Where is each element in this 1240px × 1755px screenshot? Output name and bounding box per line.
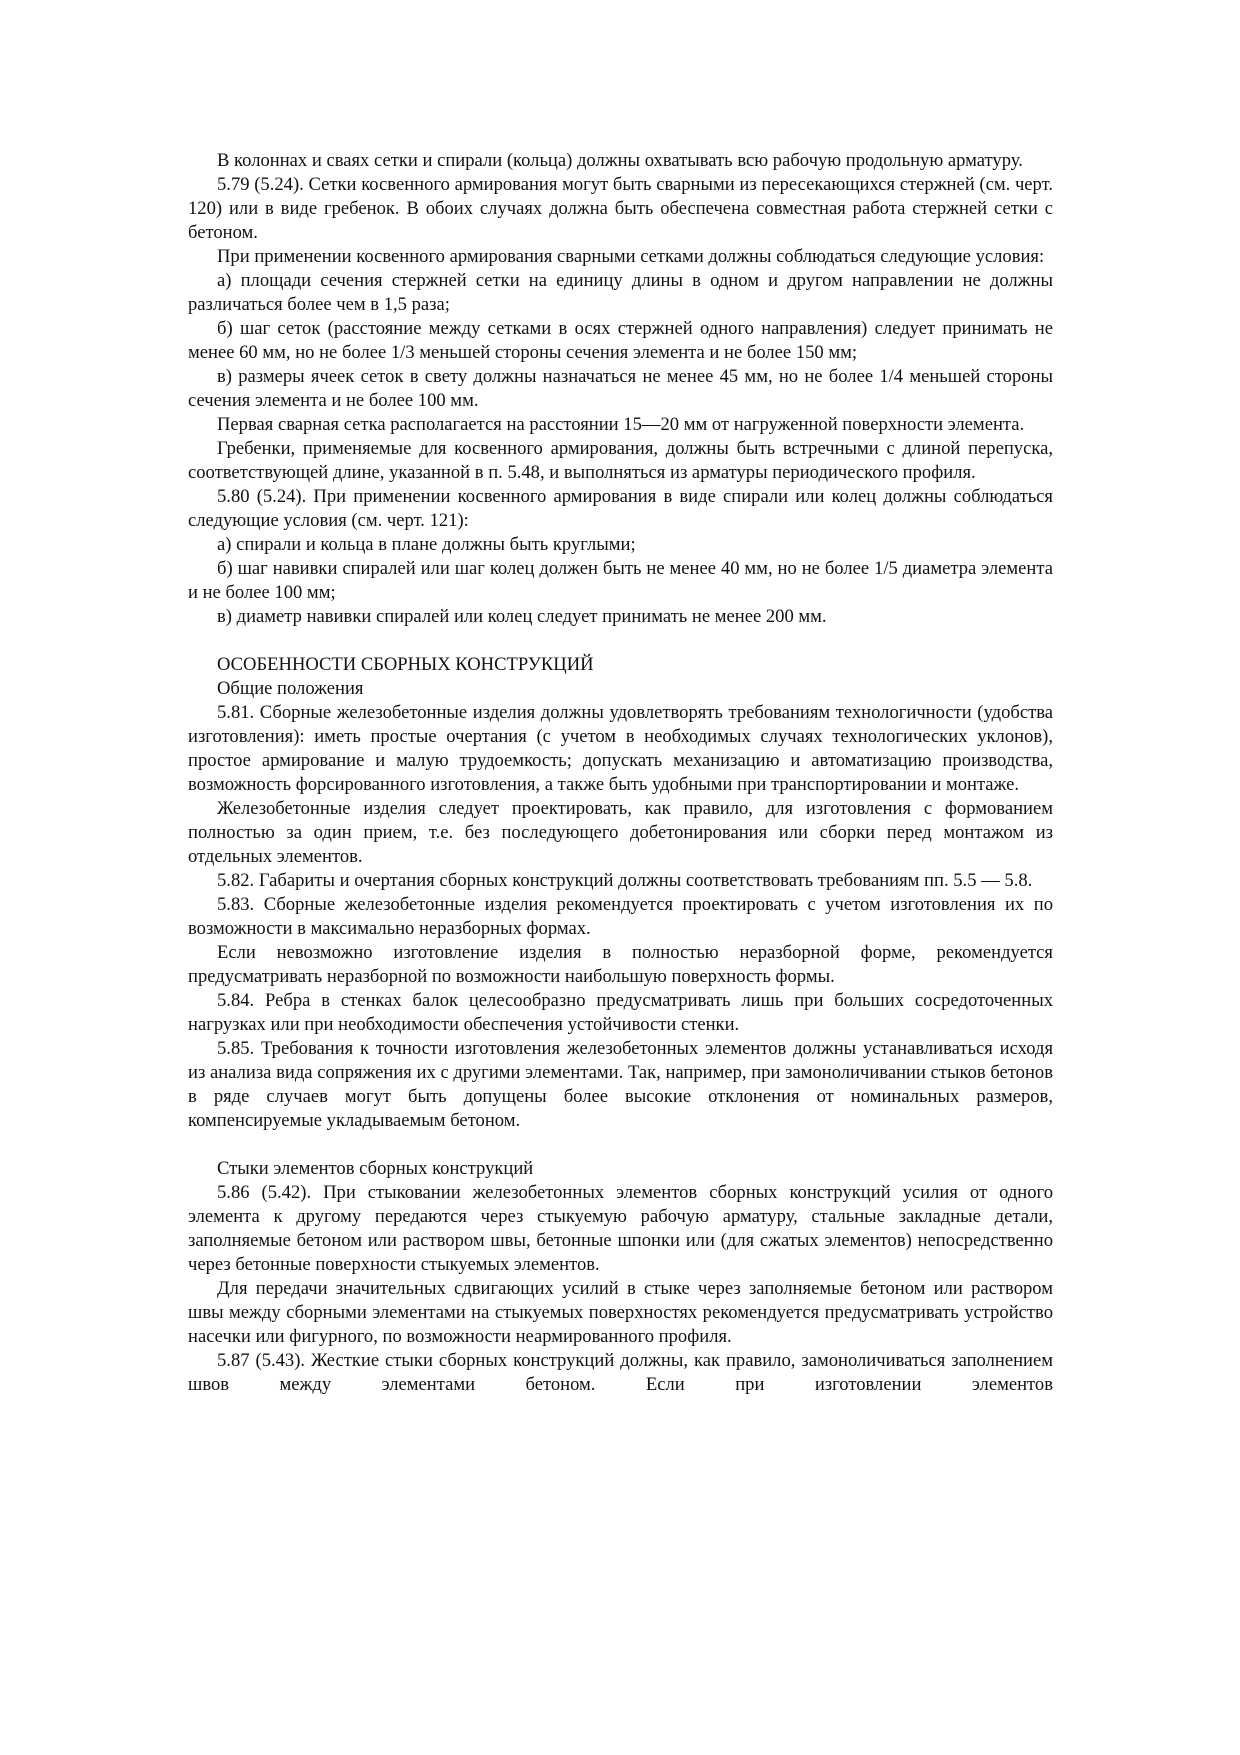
paragraph: а) площади сечения стержней сетки на единицу длины в одном и другом направлении не должны различаться более чем в 1,5 раза; [188, 270, 1053, 315]
paragraph: 5.87 (5.43). Жесткие стыки сборных конструкций должны, как правило, замоноличиваться заполнением швов между элементами бетоном. Если при изготовлении элементов [188, 1350, 1053, 1395]
paragraph: Если невозможно изготовление изделия в полностью неразборной форме, рекомендуется предусматривать неразборной по возможности наибольшую поверхность формы. [188, 942, 1053, 987]
paragraph: б) шаг сеток (расстояние между сетками в осях стержней одного направления) следует принимать не менее 60 мм, но не более 1/3 меньшей стороны сечения элемента и не более 150 мм; [188, 318, 1053, 363]
paragraph: Железобетонные изделия следует проектировать, как правило, для изготовления с формованием полностью за один прием, т.е. без последующего добетонирования или сборки перед монтажом из отдельных элементов. [188, 798, 1053, 867]
paragraph: Для передачи значительных сдвигающих усилий в стыке через заполняемые бетоном или раствором швы между сборными элементами на стыкуемых поверхностях рекомендуется предусматривать устройство насечки или фигурного, по возможности неармированного профиля. [188, 1278, 1053, 1347]
paragraph: 5.83. Сборные железобетонные изделия рекомендуется проектировать с учетом изготовления их по возможности в максимально неразборных формах. [188, 894, 1053, 939]
paragraph: а) спирали и кольца в плане должны быть круглыми; [217, 534, 636, 555]
paragraph: б) шаг навивки спиралей или шаг колец должен быть не менее 40 мм, но не более 1/5 диаметра элемента и не более 100 мм; [188, 558, 1053, 603]
paragraph: в) размеры ячеек сеток в свету должны назначаться не менее 45 мм, но не более 1/4 меньшей стороны сечения элемента и не более 100 мм. [188, 366, 1053, 411]
paragraph: 5.82. Габариты и очертания сборных конструкций должны соответствовать требованиям пп. 5.5 — 5.8. [217, 870, 1033, 891]
paragraph: 5.80 (5.24). При применении косвенного армирования в виде спирали или колец должны соблюдаться следующие условия (см. черт. 121): [188, 486, 1053, 531]
paragraph: 5.85. Требования к точности изготовления железобетонных элементов должны устанавливаться исходя из анализа вида сопряжения их с другими элементами. Так, например, при замоноличивании стыков бетонов в ряде случаев могут быть допущены более высокие отклонения от номинальных размеров, компенсируемые укладываемым бетоном. [188, 1038, 1053, 1131]
paragraph: 5.81. Сборные железобетонные изделия должны удовлетворять требованиям технологичности (удобства изготовления): иметь простые очертания (с учетом в необходимых случаях технологических уклонов), простое армирование и малую трудоемкость; допускать механизацию и автоматизацию производства, возможность форсированного изготовления, а также быть удобными при транспортировании и монтаже. [188, 702, 1053, 795]
paragraph: Первая сварная сетка располагается на расстоянии 15—20 мм от нагруженной поверхности элемента. [217, 414, 1025, 435]
subsection-heading: Общие положения [217, 678, 364, 699]
paragraph: Гребенки, применяемые для косвенного армирования, должны быть встречными с длиной перепуска, соответствующей длине, указанной в п. 5.48, и выполняться из арматуры периодического профиля. [188, 438, 1053, 483]
section-spacer [188, 629, 1053, 653]
paragraph: 5.84. Ребра в стенках балок целесообразно предусматривать лишь при больших сосредоточенных нагрузках или при необходимости обеспечения устойчивости стенки. [188, 990, 1053, 1035]
paragraph: В колоннах и сваях сетки и спирали (кольца) должны охватывать всю рабочую продольную арматуру. [217, 150, 1023, 171]
document-page [188, 149, 1053, 1397]
paragraph: 5.86 (5.42). При стыковании железобетонных элементов сборных конструкций усилия от одного элемента к другому передаются через стыкуемую рабочую арматуру, стальные закладные детали, заполняемые бетоном или раствором швы, бетонные шпонки или (для сжатых элементов) непосредственно через бетонные поверхности стыкуемых элементов. [188, 1182, 1053, 1275]
section-heading: ОСОБЕННОСТИ СБОРНЫХ КОНСТРУКЦИЙ [217, 654, 594, 675]
paragraph: 5.79 (5.24). Сетки косвенного армирования могут быть сварными из пересекающихся стержней (см. черт. 120) или в виде гребенок. В обоих случаях должна быть обеспечена совместная работа стержней сетки с бетоном. [188, 174, 1053, 243]
paragraph: При применении косвенного армирования сварными сетками должны соблюдаться следующие условия: [217, 246, 1045, 267]
section-spacer [188, 1133, 1053, 1157]
subsection-heading: Стыки элементов сборных конструкций [217, 1158, 534, 1179]
paragraph: в) диаметр навивки спиралей или колец следует принимать не менее 200 мм. [217, 606, 827, 627]
